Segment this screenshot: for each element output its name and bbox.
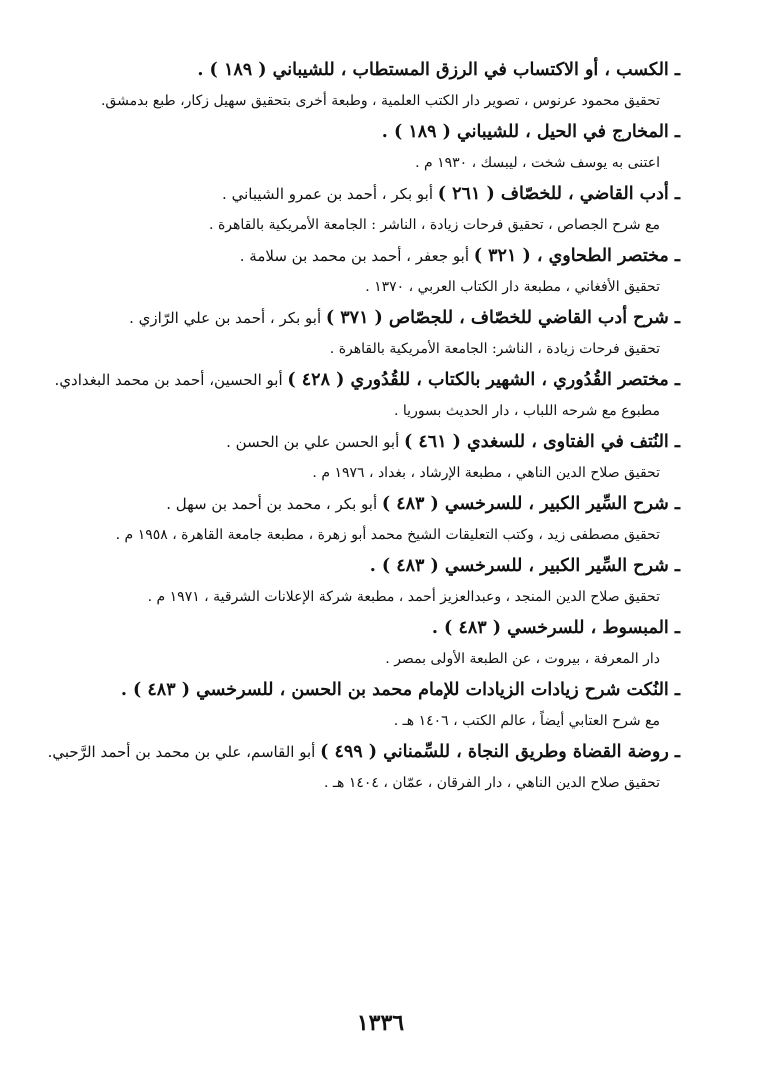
entry-edition-note: اعتنى به يوسف شخت ، ليبسك ، ١٩٣٠ م . xyxy=(415,155,660,171)
bibliography-entry xyxy=(40,430,680,483)
entry-author: أبو جعفر ، أحمد بن محمد بن سلامة . xyxy=(239,247,474,265)
entry-title xyxy=(40,554,680,578)
entry-title xyxy=(40,492,680,516)
entry-title-text: ـ المخارج في الحيل ، للشيباني ( ١٨٩ ) . xyxy=(381,122,680,142)
entry-title xyxy=(40,678,680,702)
bibliography-entry xyxy=(40,244,680,297)
entry-author: أبو الحسين، أحمد بن محمد البغدادي. xyxy=(54,371,288,389)
entry-edition-note: تحقيق مصطفى زيد ، وكتب التعليقات الشيخ محمد أبو زهرة ، مطبعة جامعة القاهرة ، ١٩٥٨ م . xyxy=(115,527,660,543)
bibliography-entry xyxy=(40,740,680,793)
entry-title xyxy=(40,120,680,144)
page-number: ١٣٣٦ xyxy=(356,1010,405,1036)
entry-title-text: ـ النُتف في الفتاوى ، للسغدي ( ٤٦١ ) xyxy=(404,432,680,452)
bibliography-entry xyxy=(40,58,680,111)
entry-title xyxy=(40,58,680,82)
bibliography-entry xyxy=(40,492,680,545)
bibliography-entry xyxy=(40,678,680,731)
entry-edition-note: تحقيق صلاح الدين الناهي ، دار الفرقان ، عمّان ، ١٤٠٤ هـ . xyxy=(323,775,660,791)
entry-title-text: ـ مختصر الطحاوي ، ( ٣٢١ ) xyxy=(473,246,680,266)
entry-edition-note: تحقيق الأفغاني ، مطبعة دار الكتاب العربي ، ١٣٧٠ . xyxy=(365,279,660,295)
entry-title-text: ـ شرح السِّير الكبير ، للسرخسي ( ٤٨٣ ) . xyxy=(369,556,680,576)
entry-author: أبو بكر ، أحمد بن علي الرّازي . xyxy=(129,309,326,327)
entry-author: أبو القاسم، علي بن محمد بن أحمد الرَّحبي. xyxy=(47,743,321,761)
entry-edition-note: مع شرح الجصاص ، تحقيق فرحات زيادة ، الناشر : الجامعة الأمريكية بالقاهرة . xyxy=(209,217,660,233)
entry-title xyxy=(40,740,680,764)
entry-title-text: ـ المبسوط ، للسرخسي ( ٤٨٣ ) . xyxy=(431,618,680,638)
entry-title xyxy=(40,244,680,268)
entry-author: أبو الحسن علي بن الحسن . xyxy=(226,433,405,451)
entry-title-text: ـ مختصر القُدُوري ، الشهير بالكتاب ، للقُدُوري ( ٤٢٨ ) xyxy=(287,370,680,390)
entry-edition-note: تحقيق صلاح الدين المنجد ، وعبدالعزيز أحمد ، مطبعة شركة الإعلانات الشرقية ، ١٩٧١ م . xyxy=(147,589,660,605)
bibliography-entry xyxy=(40,368,680,421)
entry-edition-note: دار المعرفة ، بيروت ، عن الطبعة الأولى بمصر . xyxy=(385,651,660,667)
entry-title xyxy=(40,368,680,392)
entry-author: أبو بكر ، محمد بن أحمد بن سهل . xyxy=(166,495,382,513)
entry-title-text: ـ الكسب ، أو الاكتساب في الرزق المستطاب ، للشيباني ( ١٨٩ ) . xyxy=(197,60,680,80)
entry-author: أبو بكر ، أحمد بن عمرو الشيباني . xyxy=(222,185,438,203)
entry-edition-note: مع شرح العتابي أيضاً ، عالم الكتب ، ١٤٠٦ هـ . xyxy=(393,713,660,729)
bibliography-entry xyxy=(40,554,680,607)
bibliography-entry xyxy=(40,306,680,359)
entry-title-text: ـ النُكت شرح زيادات الزيادات للإمام محمد بن الحسن ، للسرخسي ( ٤٨٣ ) . xyxy=(120,680,680,700)
entry-title xyxy=(40,182,680,206)
entry-title-text: ـ شرح السِّير الكبير ، للسرخسي ( ٤٨٣ ) xyxy=(381,494,680,514)
entry-edition-note: تحقيق محمود عرنوس ، تصوير دار الكتب العلمية ، وطبعة أخرى بتحقيق سهيل زكار، طبع بدمشق. xyxy=(100,93,660,109)
entry-edition-note: تحقيق فرحات زيادة ، الناشر: الجامعة الأمريكية بالقاهرة . xyxy=(329,341,660,357)
entry-edition-note: مطبوع مع شرحه اللباب ، دار الحديث بسوريا . xyxy=(394,403,660,419)
bibliography-list xyxy=(40,58,680,802)
bibliography-entry xyxy=(40,616,680,669)
bibliography-entry xyxy=(40,182,680,235)
entry-title-text: ـ روضة القضاة وطريق النجاة ، للسِّمناني ( ٤٩٩ ) xyxy=(320,742,680,762)
entry-title xyxy=(40,616,680,640)
entry-title xyxy=(40,430,680,454)
bibliography-entry xyxy=(40,120,680,173)
entry-title xyxy=(40,306,680,330)
entry-title-text: ـ أدب القاضي ، للخصّاف ( ٢٦١ ) xyxy=(437,184,680,204)
entry-title-text: ـ شرح أدب القاضي للخصّاف ، للجصّاص ( ٣٧١ ) xyxy=(325,308,680,328)
entry-edition-note: تحقيق صلاح الدين الناهي ، مطبعة الإرشاد ، بغداد ، ١٩٧٦ م . xyxy=(312,465,660,481)
